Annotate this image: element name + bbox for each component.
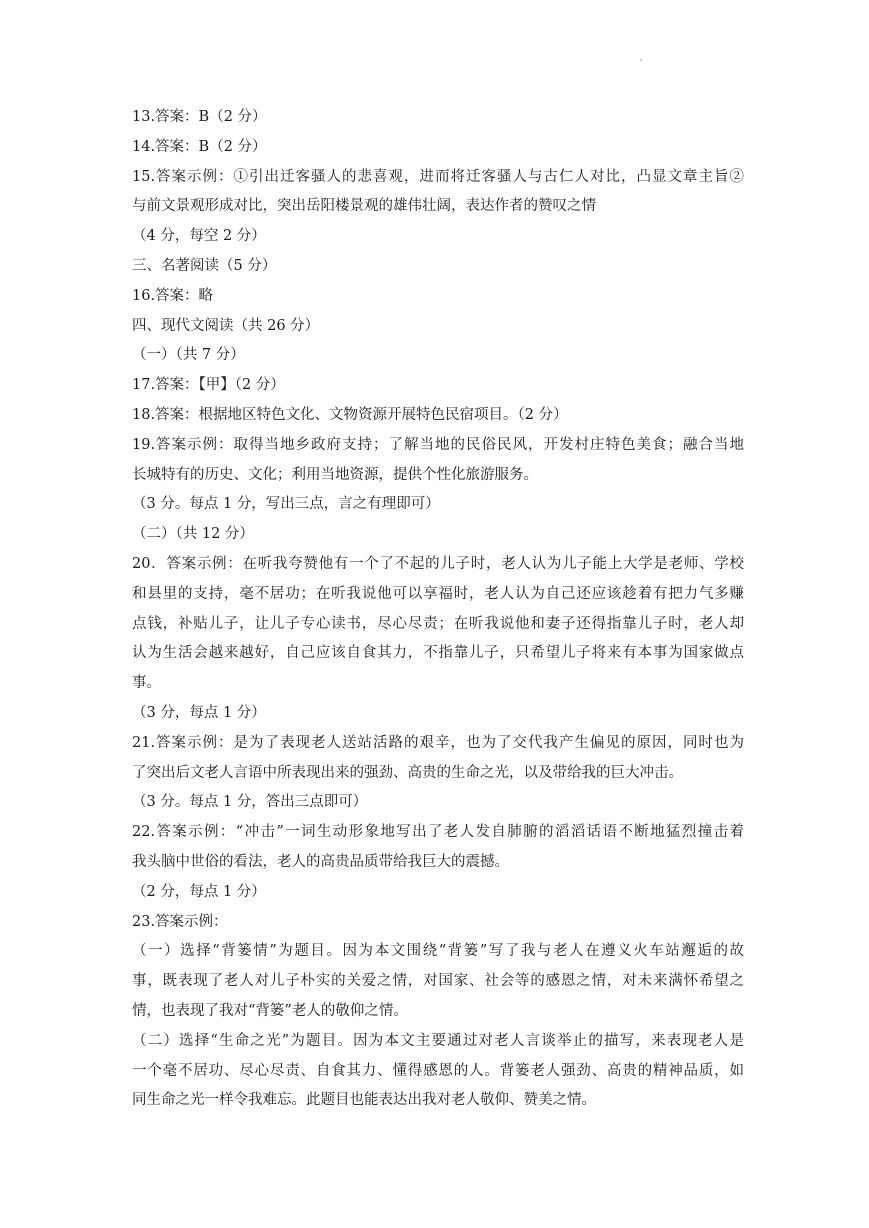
text-line: 四、现代文阅读（共 26 分） bbox=[132, 317, 320, 334]
text-line: 事。 bbox=[132, 675, 161, 692]
text-line: 19.答案示例：取得当地乡政府支持；了解当地的民俗民风，开发村庄特色美食；融合当地 bbox=[132, 436, 744, 453]
text-line: 同生命之光一样令我难忘。此题目也能表达出我对老人敬仰、赞美之情。 bbox=[132, 1092, 596, 1109]
text-line: （4 分，每空 2 分） bbox=[132, 228, 266, 245]
text-line: （一）选择“背篓情”为题目。因为本文围绕“背篓”写了我与老人在遵义火车站邂逅的故 bbox=[132, 943, 744, 960]
text-line: （3 分。每点 1 分，写出三点，言之有理即可） bbox=[132, 496, 440, 513]
text-line: 17.答案：【甲】（2 分） bbox=[132, 377, 285, 394]
text-line: （2 分，每点 1 分） bbox=[132, 883, 266, 900]
text-line: 14.答案：B（2 分） bbox=[132, 138, 267, 155]
text-line: 13.答案：B（2 分） bbox=[132, 109, 267, 125]
text-line: 三、名著阅读（5 分） bbox=[132, 257, 277, 274]
text-line: 我头脑中世俗的看法，老人的高贵品质带给我巨大的震撼。 bbox=[132, 853, 509, 870]
text-line: 点钱，补贴儿子，让儿子专心读书，尽心尽责；在听我说他和妻子还得指靠儿子时，老人却 bbox=[132, 615, 744, 632]
text-line: 情，也表现了我对“背篓”老人的敬仰之情。 bbox=[132, 1002, 408, 1019]
text-line: 22.答案示例：“冲击”一词生动形象地写出了老人发自肺腑的滔滔话语不断地猛烈撞击着 bbox=[132, 824, 744, 841]
text-line: 了突出后文老人言语中所表现出来的强劲、高贵的生命之光，以及带给我的巨大冲击。 bbox=[132, 764, 683, 781]
text-line: （3 分，每点 1 分） bbox=[132, 704, 266, 721]
text-line: 16.答案：略 bbox=[132, 287, 214, 304]
text-line: 21.答案示例：是为了表现老人送站活路的艰辛，也为了交代我产生偏见的原因，同时也为 bbox=[132, 734, 744, 751]
corner-mark: ' bbox=[640, 58, 643, 67]
text-line: 一个毫不居功、尽心尽责、自食其力、懂得感恩的人。背篓老人强劲、高贵的精神品质，如 bbox=[132, 1062, 744, 1079]
text-line: （二）（共 12 分） bbox=[132, 526, 254, 543]
text-line: （二）选择“生命之光”为题目。因为本文主要通过对老人言谈举止的描写，来表现老人是 bbox=[132, 1032, 744, 1049]
text-line: 长城特有的历史、文化；利用当地资源，提供个性化旅游服务。 bbox=[132, 466, 538, 483]
text-line: 23.答案示例： bbox=[132, 913, 228, 930]
text-line: 和县里的支持，毫不居功；在听我说他可以享福时，老人认为自己还应该趁着有把力气多赚 bbox=[132, 585, 744, 602]
answer-key-text bbox=[132, 103, 744, 1116]
text-line: 事，既表现了老人对儿子朴实的关爱之情，对国家、社会等的感恩之情，对未来满怀希望之 bbox=[132, 973, 744, 990]
text-line: 认为生活会越来越好，自己应该自食其力，不指靠儿子，只希望儿子将来有本事为国家做点 bbox=[132, 645, 744, 662]
text-line: 18.答案：根据地区特色文化、文物资源开展特色民宿项目。（2 分） bbox=[132, 406, 568, 423]
text-line: 与前文景观形成对比，突出岳阳楼景观的雄伟壮阔，表达作者的赞叹之情 bbox=[132, 198, 596, 215]
text-line: （一）（共 7 分） bbox=[132, 347, 245, 364]
text-line: 15.答案示例：①引出迁客骚人的悲喜观，进而将迁客骚人与古仁人对比，凸显文章主旨② bbox=[132, 168, 744, 185]
text-line: 20．答案示例：在听我夸赞他有一个了不起的儿子时，老人认为儿子能上大学是老师、学校 bbox=[132, 555, 744, 572]
text-line: （3 分。每点 1 分，答出三点即可） bbox=[132, 794, 368, 811]
